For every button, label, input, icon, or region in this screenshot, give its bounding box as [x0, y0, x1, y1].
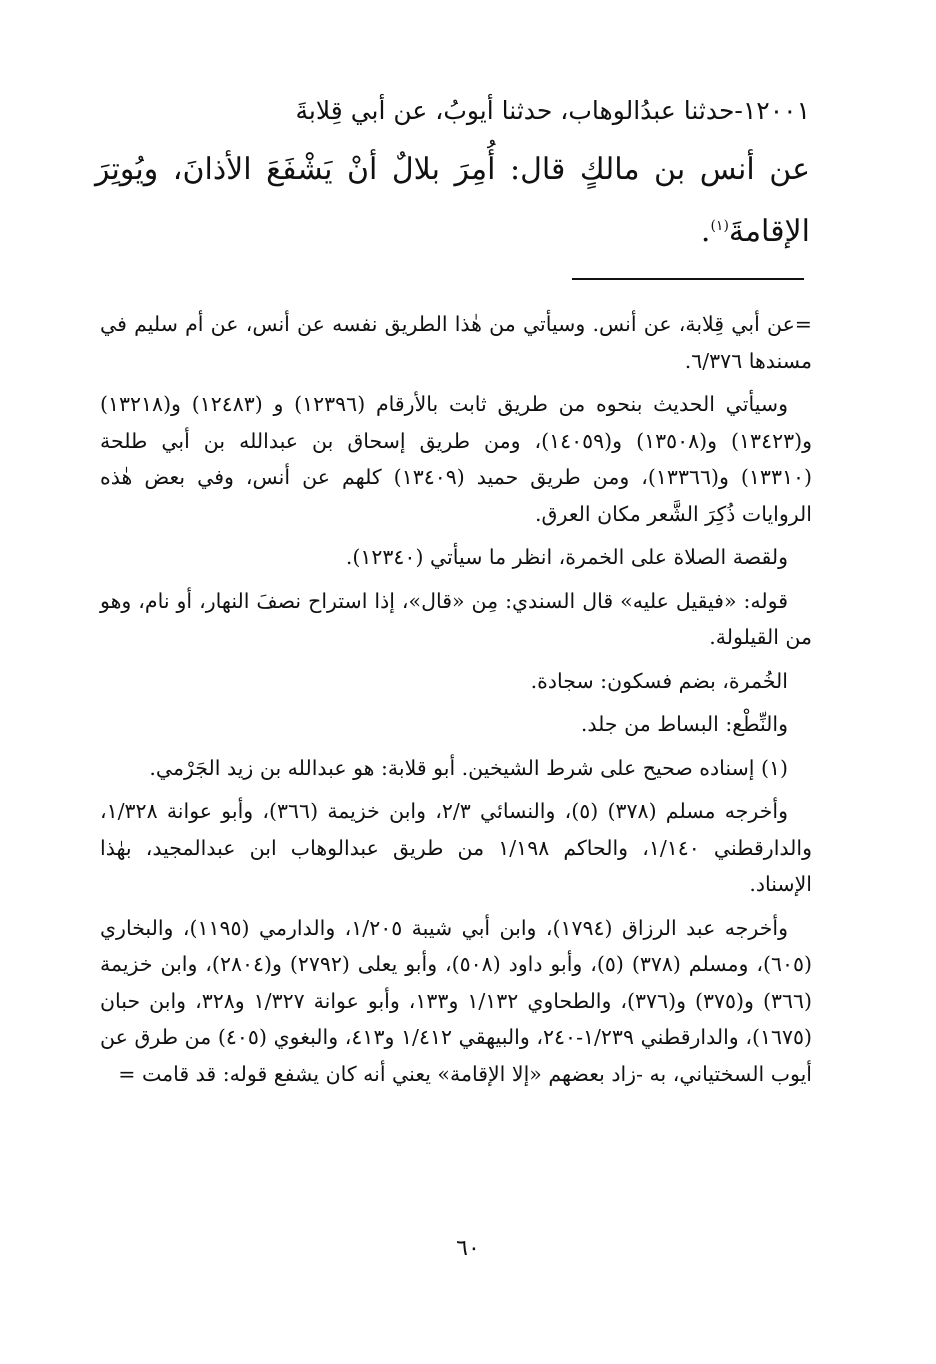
footnote-paragraph: قوله: «فيقيل عليه» قال السندي: مِن «قال»، إذا استراح نصفَ النهار، أو نام، وهو من القيلولة. — [100, 588, 812, 649]
footnote-paragraph: =عن أبي قِلابة، عن أنس. وسيأتي من هٰذا الطريق نفسه عن أنس، عن أم سليم في مسندها ٦/٣٧٦. — [100, 312, 812, 373]
hadith-matn-end: . — [700, 214, 711, 249]
footnote-divider — [572, 278, 804, 280]
hadith-matn-text: عن أنس بن مالكٍ قال: أُمِرَ بلالٌ أنْ يَشْفَعَ الأذانَ، ويُوتِرَ الإقامةَ — [95, 152, 810, 249]
footnote-paragraph: وسيأتي الحديث بنحوه من طريق ثابت بالأرقام (١٢٣٩٦) و (١٢٤٨٣) و(١٣٢١٨) و(١٣٤٢٣) و(١٣٥٠٨) و(١٤٠٥٩)، ومن طريق إسحاق بن عبدالله بن أبي طلحة (١٣٣١٠) و(١٣٣٦٦)، ومن طريق حميد (١٣٤٠٩) كلهم عن أنس، وفي بعض هٰذه الروايات ذُكِرَ الشَّعر مكان العرق. — [100, 392, 813, 526]
footnote-paragraph: والنِّطْع: البساط من جلد. — [580, 712, 788, 736]
footnote-paragraph: وأخرجه عبد الرزاق (١٧٩٤)، وابن أبي شيبة ١/٢٠٥، والدارمي (١١٩٥)، والبخاري (٦٠٥)، ومسلم (٣٧٨) (٥)، وأبو داود (٥٠٨)، وأبو يعلى (٢٧٩٢) و(٢٨٠٤)، وابن خزيمة (٣٦٦) و(٣٧٥) و(٣٧٦)، والطحاوي ١/١٣٢ و١٣٣، وأبو عوانة ١/٣٢٧ و٣٢٨، وابن حبان (١٦٧٥)، والدارقطني ١/٢٣٩-٢٤٠، والبيهقي ١/٤١٢ و٤١٣، والبغوي (٤٠٥) من طرق عن أيوب السختياني، به -زاد بعضهم «إلا الإقامة» يعني أنه كان يشفع قوله: قد قامت = — [100, 915, 813, 1086]
footnotes — [100, 306, 812, 1099]
footnote-paragraph: (١) إسناده صحيح على شرط الشيخين. أبو قلابة: هو عبدالله بن زيد الجَرْمي. — [149, 755, 788, 780]
footnote-paragraph: الخُمرة، بضم فسكون: سجادة. — [530, 668, 788, 693]
footnote-paragraph: وأخرجه مسلم (٣٧٨) (٥)، والنسائي ٢/٣، وابن خزيمة (٣٦٦)، وأبو عوانة ١/٣٢٨، والدارقطني ١/١٤٠، والحاكم ١/١٩٨ من طريق عبدالوهاب ابن عبدالمجيد، بهٰذا الإسناد. — [100, 799, 812, 896]
hadith-chain: ١٢٠٠١-حدثنا عبدُالوهاب، حدثنا أيوبُ، عن أبي قِلابةَ — [295, 96, 810, 125]
footnote-paragraph: ولقصة الصلاة على الخمرة، انظر ما سيأتي (١٢٣٤٠). — [345, 545, 788, 569]
page-number: ٦٠ — [456, 1236, 480, 1261]
hadith-matn — [95, 142, 810, 260]
footnote-ref: (١) — [710, 218, 729, 234]
hadith-text — [95, 90, 810, 260]
